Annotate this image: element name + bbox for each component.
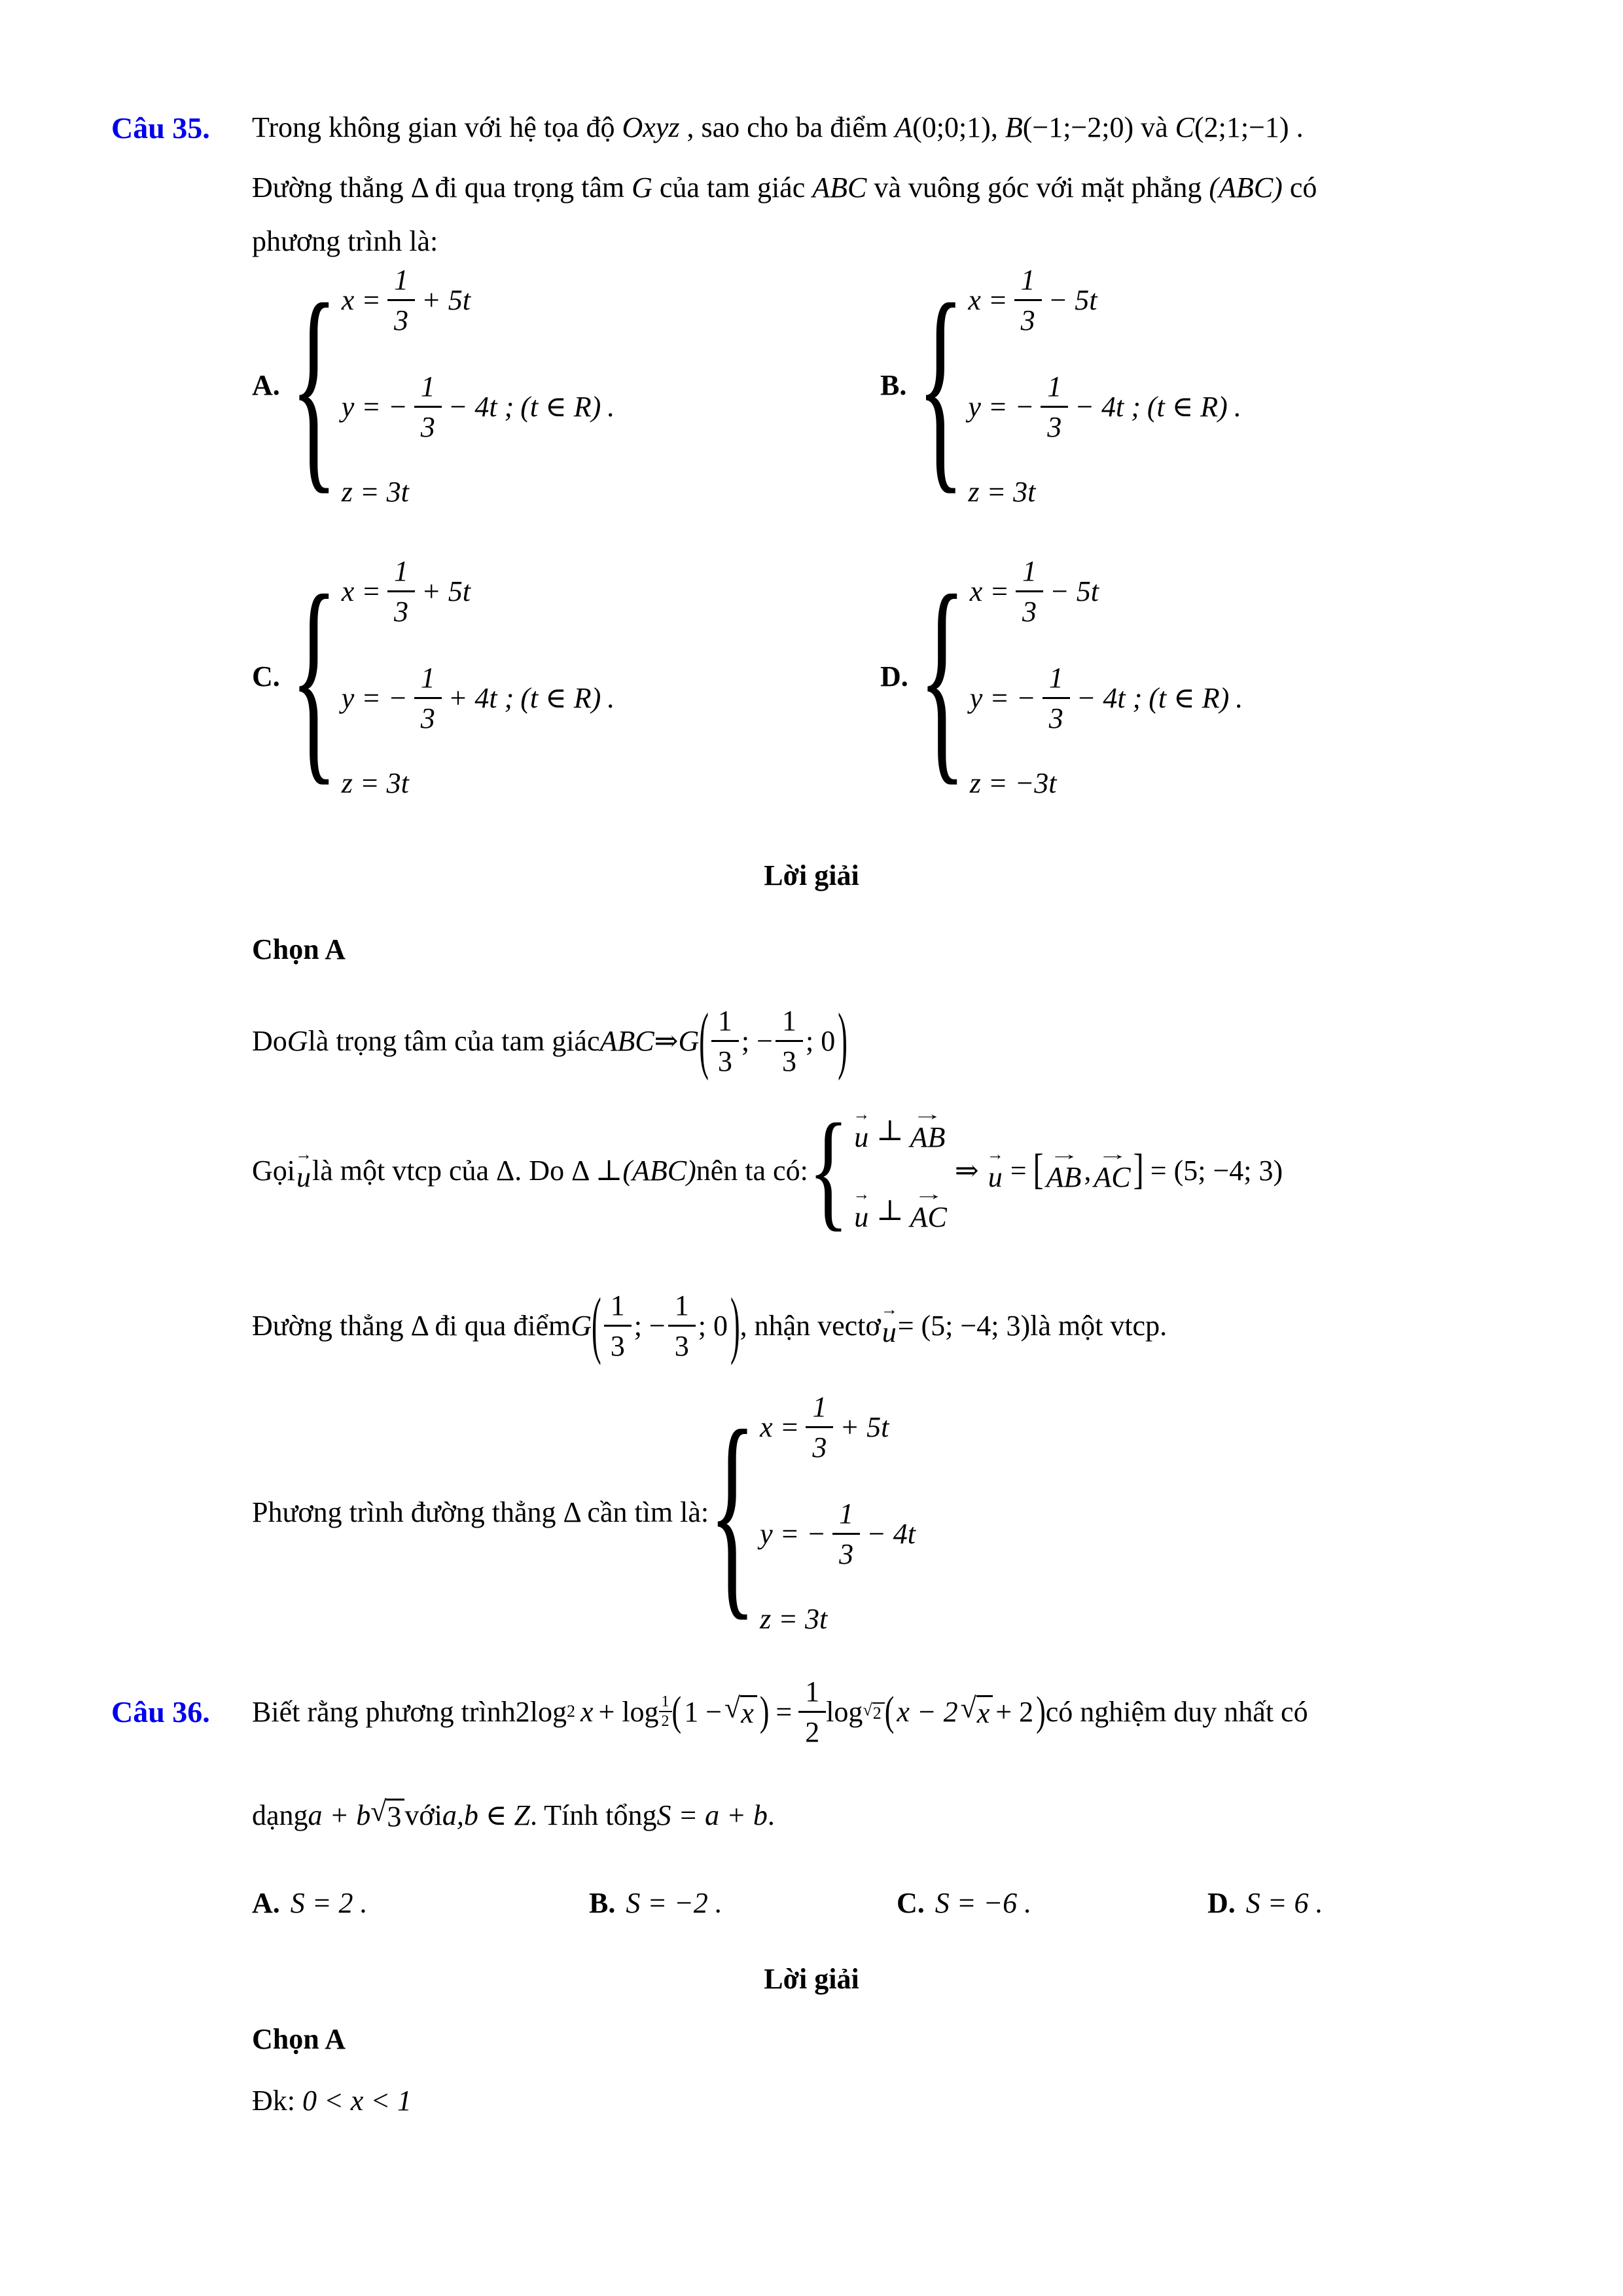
vector-arrow-icon: → [913, 1185, 944, 1204]
fraction-numerator: 1 [610, 1289, 625, 1321]
perp-condition-ab [853, 1105, 946, 1153]
vector-arrow-icon: → [295, 1145, 312, 1164]
math-fragment: z = 3t [341, 476, 409, 508]
equation-x [342, 262, 471, 338]
math-fragment: − 5t [1048, 284, 1097, 316]
sqrt-2 [863, 1702, 884, 1722]
fraction [806, 1389, 833, 1465]
math-AC: AC [1094, 1161, 1131, 1193]
right-paren: ) [838, 998, 847, 1082]
math-oxyz: Oxyz [622, 111, 680, 143]
left-brace: { [808, 1097, 849, 1244]
fraction [414, 368, 442, 445]
math-fragment: − 4t ; [1075, 391, 1141, 423]
text-segment: . [1289, 111, 1304, 143]
left-brace: { [917, 257, 965, 513]
text-segment: Đường thẳng Δ đi qua trọng tâm [252, 171, 632, 204]
fraction [832, 1496, 860, 1572]
implies-symbol: ⇒ [954, 1154, 979, 1187]
math-fragment: z = −3t [969, 767, 1057, 799]
math-u: u [882, 1316, 897, 1348]
math-fragment: 0 < x < 1 [302, 2085, 412, 2117]
math-t-in-R: (t ∈ R) [520, 391, 601, 423]
option-d-label: D. [880, 660, 908, 692]
radical-sign: √ [863, 1700, 872, 1720]
math-AB: AB [1046, 1161, 1082, 1193]
equation-x [342, 553, 471, 630]
text-segment: , nhận vectơ [740, 1309, 881, 1342]
fraction-numerator: 1 [839, 1497, 854, 1530]
solution-36-condition [252, 2084, 412, 2117]
radicand: 3 [386, 1799, 404, 1832]
vector-u [880, 1300, 898, 1348]
solution-35-line3 [252, 1270, 1167, 1381]
math-fragment: x = [341, 284, 382, 316]
solution-35-line2 [252, 1092, 1283, 1249]
math-ABC-paren: (ABC) [622, 1154, 696, 1187]
math-fragment: − 4t ; [448, 391, 514, 423]
right-paren: ) [730, 1283, 740, 1367]
radicand: x [976, 1695, 993, 1729]
vector-ac [1094, 1145, 1131, 1193]
fraction-denominator: 3 [1014, 299, 1042, 338]
option-b-label: B. [880, 369, 907, 401]
option-c-text: S = −6 . [935, 1887, 1032, 1919]
text-segment: là một vtcp. [1030, 1309, 1168, 1342]
equation-x [968, 262, 1097, 338]
fraction-denominator: 3 [387, 590, 415, 630]
equation-z [760, 1602, 827, 1636]
equation-system [968, 262, 1241, 509]
radical-sign: √ [370, 1795, 387, 1828]
text-segment: có [1282, 171, 1317, 204]
question-36-label: Câu 36. [111, 1695, 210, 1729]
fraction [711, 1003, 739, 1079]
math-t-in-R: (t ∈ R) [1149, 682, 1230, 714]
math-fragment: . [607, 682, 615, 714]
fraction [414, 660, 442, 736]
equation-x [970, 553, 1099, 630]
question-35-intro: Trong không gian với hệ tọa độ [252, 111, 622, 143]
math-fragment: y = − [341, 391, 408, 423]
fraction-numerator: 1 [420, 662, 435, 694]
point-g-coordinates [699, 998, 847, 1082]
equation-z [342, 475, 409, 509]
math-fragment: ; − [741, 1024, 773, 1057]
option-a-text: S = 2 . [290, 1887, 368, 1919]
option-a-label: A. [252, 369, 280, 401]
radicand: 2 [872, 1702, 885, 1722]
option-c-label: C. [897, 1887, 925, 1919]
math-fragment: − 5t [1050, 575, 1099, 607]
text-segment: . Tính tổng [529, 1799, 657, 1831]
math-fragment: a + b [308, 1799, 371, 1831]
text-segment: với [404, 1799, 442, 1831]
option-b-label: B. [589, 1887, 616, 1919]
question-35-line2 [111, 173, 1571, 203]
option-c [897, 1886, 1207, 1920]
fraction-numerator: 1 [1022, 555, 1037, 587]
math-u: u [296, 1161, 311, 1193]
text-segment: Phương trình đường thẳng Δ cần tìm là: [252, 1496, 709, 1528]
math-log: log [826, 1695, 863, 1728]
option-d-label: D. [1207, 1887, 1236, 1919]
vector-ac [910, 1185, 947, 1233]
math-u: u [854, 1201, 869, 1233]
option-b [880, 257, 1241, 513]
math-fragment: y = − [760, 1517, 827, 1550]
fraction-denominator: 3 [1041, 406, 1068, 445]
solution-35-line1 [252, 985, 847, 1096]
fraction [604, 1287, 632, 1364]
fraction [1016, 553, 1043, 630]
text-segment: Do [252, 1024, 287, 1057]
fraction-denominator: 3 [711, 1040, 739, 1079]
comma: , [1084, 1154, 1092, 1187]
fraction-numerator: 1 [717, 1004, 732, 1037]
left-brace: { [290, 257, 338, 513]
fraction-numerator: 1 [420, 370, 435, 403]
question-35-label: Câu 35. [111, 111, 210, 145]
fraction-denominator: 3 [806, 1426, 833, 1465]
question-36-equation [252, 1674, 1308, 1750]
math-fragment: . [1234, 391, 1241, 423]
math-fragment: x = [969, 575, 1010, 607]
math-fragment: z = 3t [341, 767, 409, 799]
fraction-denominator: 3 [668, 1325, 696, 1364]
option-b-text: S = −2 . [626, 1887, 722, 1919]
math-fragment: x = [760, 1410, 800, 1443]
fraction-denominator: 2 [659, 1711, 672, 1730]
left-paren: ( [592, 1283, 601, 1367]
vector-u [853, 1185, 870, 1233]
math-fragment: y = − [341, 682, 408, 714]
math-fragment: ; 0 [805, 1024, 836, 1057]
math-fragment: y = − [969, 682, 1036, 714]
left-paren: ( [884, 1687, 895, 1734]
math-G: G [678, 1024, 700, 1057]
fraction-denominator: 3 [414, 406, 442, 445]
text-segment: Gọi [252, 1154, 295, 1187]
math-fragment: + 2 [995, 1695, 1034, 1728]
math-ABC: ABC [812, 171, 867, 204]
equation-z [968, 475, 1035, 509]
implies-symbol: ⇒ [654, 1024, 679, 1057]
math-fragment: y = − [968, 391, 1035, 423]
option-a [252, 257, 615, 513]
math-fragment: + log [598, 1695, 659, 1728]
left-brace: { [709, 1384, 757, 1640]
math-u: u [988, 1161, 1003, 1193]
text-segment: dạng [252, 1799, 308, 1831]
math-fragment: a,b ∈ Z [442, 1799, 530, 1831]
fraction-numerator: 1 [394, 555, 409, 587]
math-fragment: + 5t [840, 1410, 889, 1443]
math-log: 2log [515, 1695, 567, 1728]
vector-ab [910, 1105, 946, 1153]
text-segment: . [767, 1799, 775, 1831]
left-brace: { [290, 548, 338, 804]
equals-symbol: = [776, 1695, 793, 1728]
solution-36-heading: Lời giải [764, 1963, 859, 1995]
text-segment: Biết rằng phương trình [252, 1695, 516, 1728]
log-base: 2 [566, 1702, 575, 1721]
math-fragment: x = [968, 284, 1008, 316]
fraction-numerator: 1 [674, 1289, 689, 1321]
text-segment: nên ta có: [696, 1154, 808, 1187]
point-c-coords: (2;1;−1) [1194, 111, 1289, 143]
math-fragment: 1 − [684, 1695, 722, 1728]
fraction [668, 1287, 696, 1364]
point-g-coordinates [592, 1283, 740, 1367]
fraction [387, 262, 415, 338]
fraction [387, 553, 415, 630]
text-segment: có nghiệm duy nhất có [1045, 1695, 1308, 1728]
math-fragment: − 4t [866, 1517, 916, 1550]
math-fragment: + 5t [421, 575, 471, 607]
perp-symbol: ⊥ [876, 1194, 904, 1227]
vector-u [295, 1145, 312, 1193]
text-segment: Đk: [252, 2085, 302, 2117]
fraction-half [798, 1674, 826, 1750]
math-fragment: ; − [633, 1309, 666, 1342]
equation-y [760, 1496, 916, 1572]
solution-35-heading: Lời giải [764, 859, 859, 891]
math-fragment: ; 0 [698, 1309, 728, 1342]
vector-u [853, 1105, 870, 1153]
log-base-half [659, 1693, 672, 1731]
math-fragment: . [607, 391, 615, 423]
fraction-denominator: 3 [1043, 697, 1070, 736]
fraction-numerator: 1 [812, 1390, 827, 1423]
fraction-denominator: 3 [414, 697, 442, 736]
equation-y [970, 660, 1243, 736]
equation-x [760, 1389, 889, 1465]
question-35-line1 [111, 113, 1571, 144]
question-36-options [252, 1886, 1323, 1920]
equation-system [970, 553, 1243, 800]
fraction-numerator: 1 [781, 1004, 796, 1037]
math-t-in-R: (t ∈ R) [520, 682, 601, 714]
radical-sign: √ [724, 1692, 741, 1725]
perp-symbol: ⊥ [876, 1114, 904, 1147]
fraction-denominator: 3 [1016, 590, 1043, 630]
right-paren: ) [1036, 1687, 1046, 1734]
left-paren: ( [699, 998, 709, 1082]
left-paren: ( [671, 1687, 682, 1734]
text-segment: là một vtcp của Δ. Do Δ ⊥ [312, 1154, 623, 1187]
point-a-coords: (0;0;1) [912, 111, 991, 143]
math-G: G [632, 171, 652, 204]
fraction-numerator: 1 [1047, 370, 1062, 403]
text-segment: của tam giác [652, 171, 813, 204]
fraction [776, 1003, 803, 1079]
solution-36-choose: Chọn A [252, 2023, 346, 2055]
math-fragment: + 4t ; [448, 682, 514, 714]
math-x: x [580, 1695, 594, 1728]
log-base-sqrt2 [863, 1700, 884, 1722]
sqrt-x [724, 1694, 757, 1729]
vector-ab [1046, 1145, 1082, 1193]
math-u: u [854, 1121, 869, 1153]
fraction-denominator: 3 [776, 1040, 803, 1079]
fraction-denominator: 2 [798, 1711, 826, 1750]
math-fragment: . [1236, 682, 1243, 714]
vector-arrow-icon: → [986, 1145, 1004, 1164]
vector-arrow-icon: → [880, 1300, 898, 1319]
math-fragment: x − 2 [897, 1695, 958, 1728]
solution-35-choose: Chọn A [252, 933, 346, 965]
paren-group-2 [884, 1687, 1046, 1734]
vector-arrow-icon: → [1048, 1145, 1079, 1164]
text-segment: và [1133, 111, 1175, 143]
math-fragment: x = [341, 575, 382, 607]
fraction [1041, 368, 1068, 445]
perp-condition-ac [853, 1185, 947, 1233]
question-36-line2 [252, 1785, 775, 1844]
equation-system [342, 553, 615, 800]
option-a-label: A. [252, 1887, 280, 1919]
vector-arrow-icon: → [1097, 1145, 1128, 1164]
fraction-denominator: 3 [387, 299, 415, 338]
text-segment: , [990, 111, 1005, 143]
equation-y [342, 368, 615, 445]
fraction [1014, 262, 1042, 338]
right-paren: ) [759, 1687, 770, 1734]
perpendicular-system [808, 1097, 947, 1244]
right-bracket: ] [1133, 1146, 1144, 1193]
math-ABC-paren: (ABC) [1209, 171, 1283, 204]
equation-list [760, 1389, 916, 1636]
math-fragment: + 5t [421, 284, 471, 316]
option-c [252, 548, 615, 804]
text-segment: Đường thẳng Δ đi qua điểm [252, 1309, 571, 1342]
math-ABC: ABC [599, 1024, 654, 1057]
vector-arrow-icon: → [853, 1105, 870, 1124]
fraction-numerator: 1 [661, 1693, 669, 1710]
fraction-numerator: 1 [1048, 662, 1063, 694]
vector-u [986, 1145, 1004, 1193]
sqrt-x [961, 1694, 993, 1729]
text-segment: là trọng tâm của tam giác [308, 1024, 600, 1057]
math-t-in-R: (t ∈ R) [1147, 391, 1228, 423]
radicand: x [740, 1695, 757, 1729]
math-fragment: − 4t ; [1076, 682, 1143, 714]
math-G: G [571, 1309, 592, 1342]
option-d [880, 548, 1243, 804]
left-brace: { [918, 548, 966, 804]
left-bracket: [ [1033, 1146, 1044, 1193]
equation-list [853, 1105, 947, 1233]
option-d-text: S = 6 . [1245, 1887, 1323, 1919]
option-b [589, 1886, 897, 1920]
point-b: B [1005, 111, 1023, 143]
math-fragment: z = 3t [760, 1602, 828, 1635]
equals-symbol: = [1010, 1154, 1027, 1187]
point-b-coords: (−1;−2;0) [1022, 111, 1134, 143]
equation-y [968, 368, 1241, 445]
sqrt-3 [370, 1797, 404, 1832]
vector-arrow-icon: → [853, 1185, 870, 1204]
result-vector: = (5; −4; 3) [897, 1309, 1031, 1342]
fraction-denominator: 3 [604, 1325, 632, 1364]
cross-product-bracket [1033, 1145, 1144, 1193]
math-fragment: z = 3t [968, 476, 1036, 508]
point-c: C [1175, 111, 1195, 143]
equation-system [342, 262, 615, 509]
math-fragment: S = a + b [656, 1799, 768, 1831]
math-AC: AC [910, 1201, 947, 1233]
fraction-numerator: 1 [394, 264, 409, 296]
final-equation-system [709, 1384, 916, 1640]
vector-arrow-icon: → [912, 1105, 943, 1124]
fraction-denominator: 3 [832, 1533, 860, 1572]
fraction-numerator: 1 [805, 1675, 820, 1708]
radical-sign: √ [960, 1692, 976, 1725]
fraction [1043, 660, 1070, 736]
point-a: A [895, 111, 913, 143]
equation-y [342, 660, 615, 736]
fraction-numerator: 1 [1020, 264, 1035, 296]
question-36 [111, 1646, 1577, 1777]
option-d [1207, 1886, 1323, 1920]
solution-35-line4 [252, 1381, 916, 1643]
result-vector: = (5; −4; 3) [1150, 1154, 1283, 1187]
text-segment: , sao cho ba điểm [679, 111, 895, 143]
question-35-line3: phương trình là: [252, 225, 438, 258]
equation-z [342, 766, 409, 800]
text-segment: và vuông góc với mặt phẳng [866, 171, 1209, 204]
paren-group-1 [671, 1687, 770, 1734]
equation-z [970, 766, 1057, 800]
math-G: G [287, 1024, 308, 1057]
option-a [252, 1886, 589, 1920]
math-AB: AB [910, 1121, 946, 1153]
option-c-label: C. [252, 660, 280, 692]
